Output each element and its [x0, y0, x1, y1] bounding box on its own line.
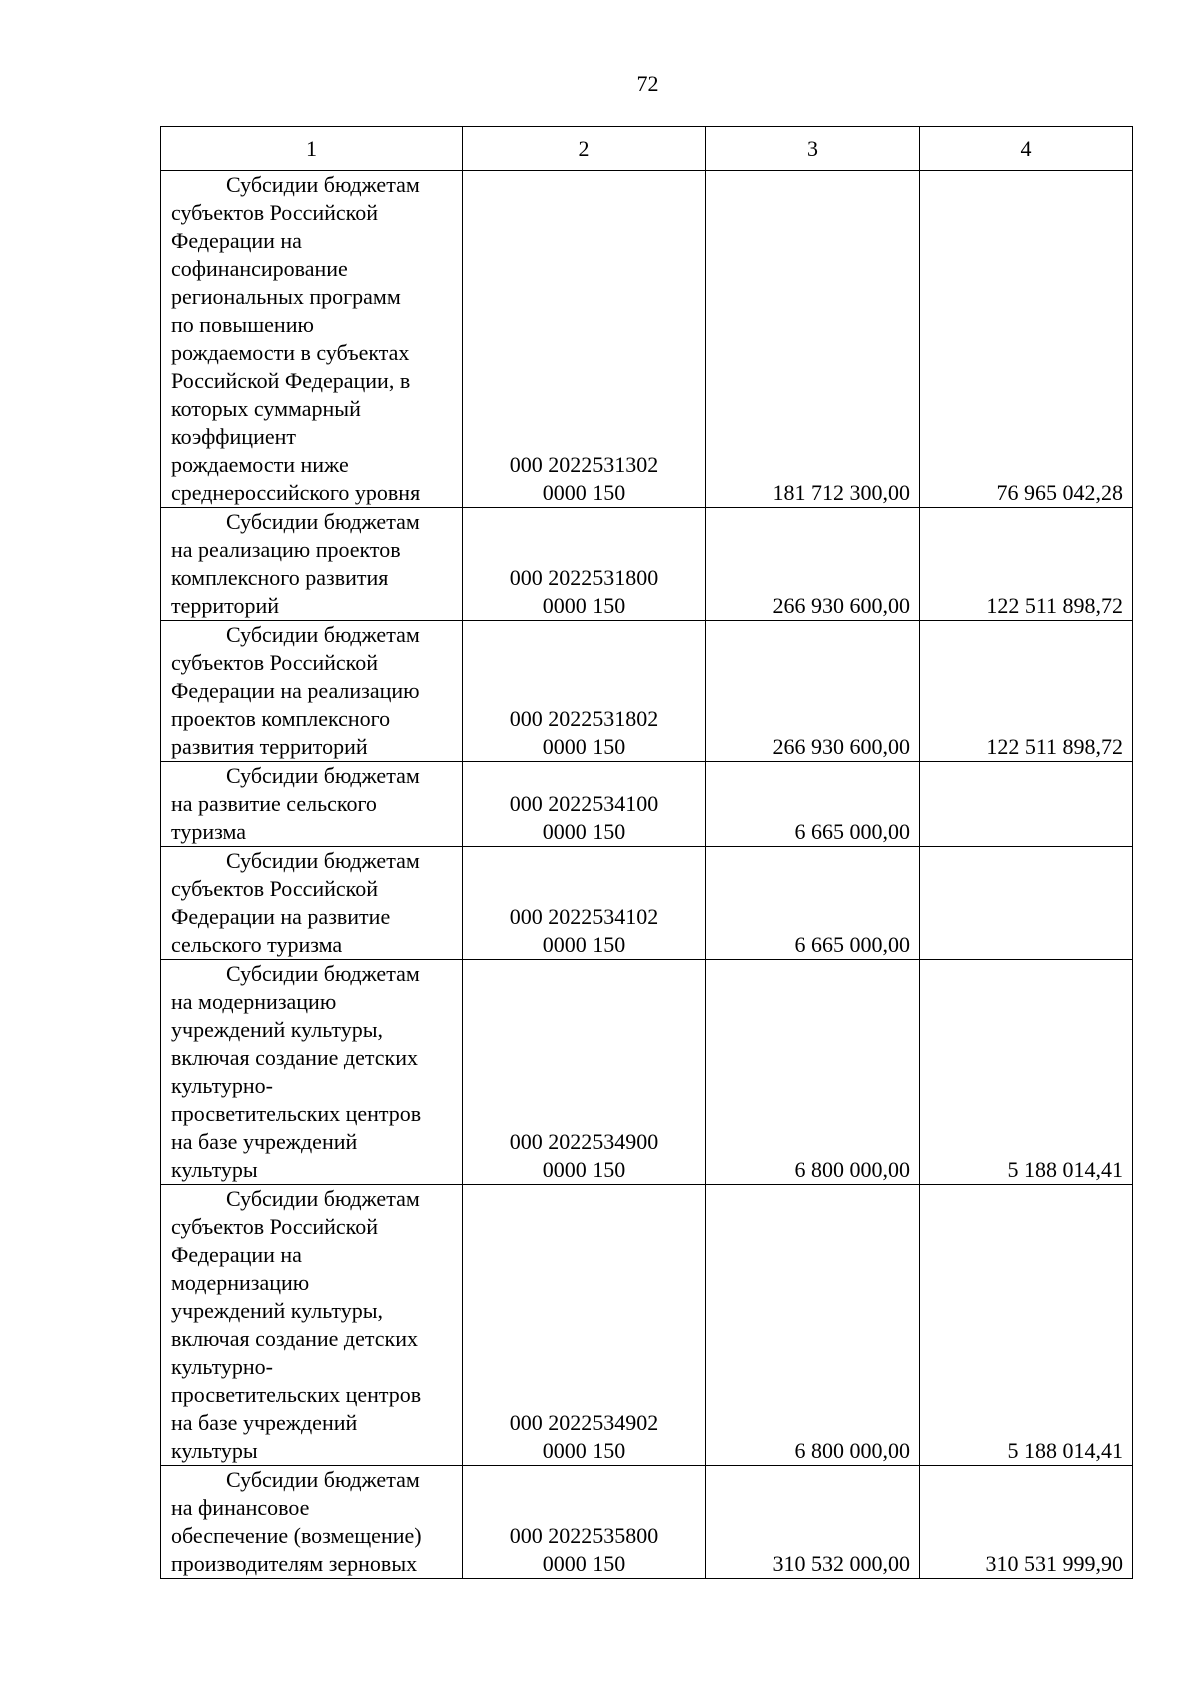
row-name: Субсидии бюджетам субъектов Российской Федерации на реализацию проектов комплексного развития территорий: [161, 621, 463, 762]
header-col-4: 4: [920, 127, 1133, 171]
row-fact-amount: 5 188 014,41: [920, 1185, 1133, 1466]
table-row: [161, 1466, 1133, 1579]
row-code: 000 2022534102 0000 150: [463, 847, 706, 960]
table-row: [161, 762, 1133, 847]
row-plan-amount: 6 800 000,00: [706, 960, 920, 1185]
header-col-2: 2: [463, 127, 706, 171]
row-fact-amount: [920, 762, 1133, 847]
row-name: Субсидии бюджетам на развитие сельского туризма: [161, 762, 463, 847]
row-code: 000 2022534100 0000 150: [463, 762, 706, 847]
row-code: 000 2022531800 0000 150: [463, 508, 706, 621]
row-code: 000 2022531802 0000 150: [463, 621, 706, 762]
row-plan-amount: 6 665 000,00: [706, 847, 920, 960]
row-name: Субсидии бюджетам на реализацию проектов комплексного развития территорий: [161, 508, 463, 621]
row-fact-amount: [920, 847, 1133, 960]
row-name: Субсидии бюджетам на модернизацию учреждений культуры, включая создание детских культурно- просветительских центров на базе учреждений культуры: [161, 960, 463, 1185]
row-plan-amount: 266 930 600,00: [706, 621, 920, 762]
row-plan-amount: 181 712 300,00: [706, 171, 920, 508]
table-row: [161, 847, 1133, 960]
page-number: 72: [636, 71, 659, 96]
header-col-3: 3: [706, 127, 920, 171]
table-row: [161, 621, 1133, 762]
table-row: [161, 960, 1133, 1185]
row-name: Субсидии бюджетам на финансовое обеспечение (возмещение) производителям зерновых: [161, 1466, 463, 1579]
header-col-1: 1: [161, 127, 463, 171]
row-name: Субсидии бюджетам субъектов Российской Федерации на софинансирование региональных программ по повышению рождаемости в субъектах Российской Федерации, в которых суммарный коэффициент рождаемости ниже среднероссийского уровня: [161, 171, 463, 508]
row-name: Субсидии бюджетам субъектов Российской Федерации на развитие сельского туризма: [161, 847, 463, 960]
row-fact-amount: 122 511 898,72: [920, 621, 1133, 762]
row-fact-amount: 122 511 898,72: [920, 508, 1133, 621]
row-code: 000 2022535800 0000 150: [463, 1466, 706, 1579]
budget-table: [160, 126, 1133, 1579]
table-row: [161, 171, 1133, 508]
row-plan-amount: 310 532 000,00: [706, 1466, 920, 1579]
table-row: [161, 1185, 1133, 1466]
row-fact-amount: 76 965 042,28: [920, 171, 1133, 508]
row-code: 000 2022531302 0000 150: [463, 171, 706, 508]
row-code: 000 2022534902 0000 150: [463, 1185, 706, 1466]
row-plan-amount: 6 665 000,00: [706, 762, 920, 847]
table-header-row: [161, 127, 1133, 171]
row-fact-amount: 310 531 999,90: [920, 1466, 1133, 1579]
row-name: Субсидии бюджетам субъектов Российской Федерации на модернизацию учреждений культуры, включая создание детских культурно- просветительских центров на базе учреждений культуры: [161, 1185, 463, 1466]
row-code: 000 2022534900 0000 150: [463, 960, 706, 1185]
row-plan-amount: 266 930 600,00: [706, 508, 920, 621]
row-fact-amount: 5 188 014,41: [920, 960, 1133, 1185]
row-plan-amount: 6 800 000,00: [706, 1185, 920, 1466]
table-row: [161, 508, 1133, 621]
